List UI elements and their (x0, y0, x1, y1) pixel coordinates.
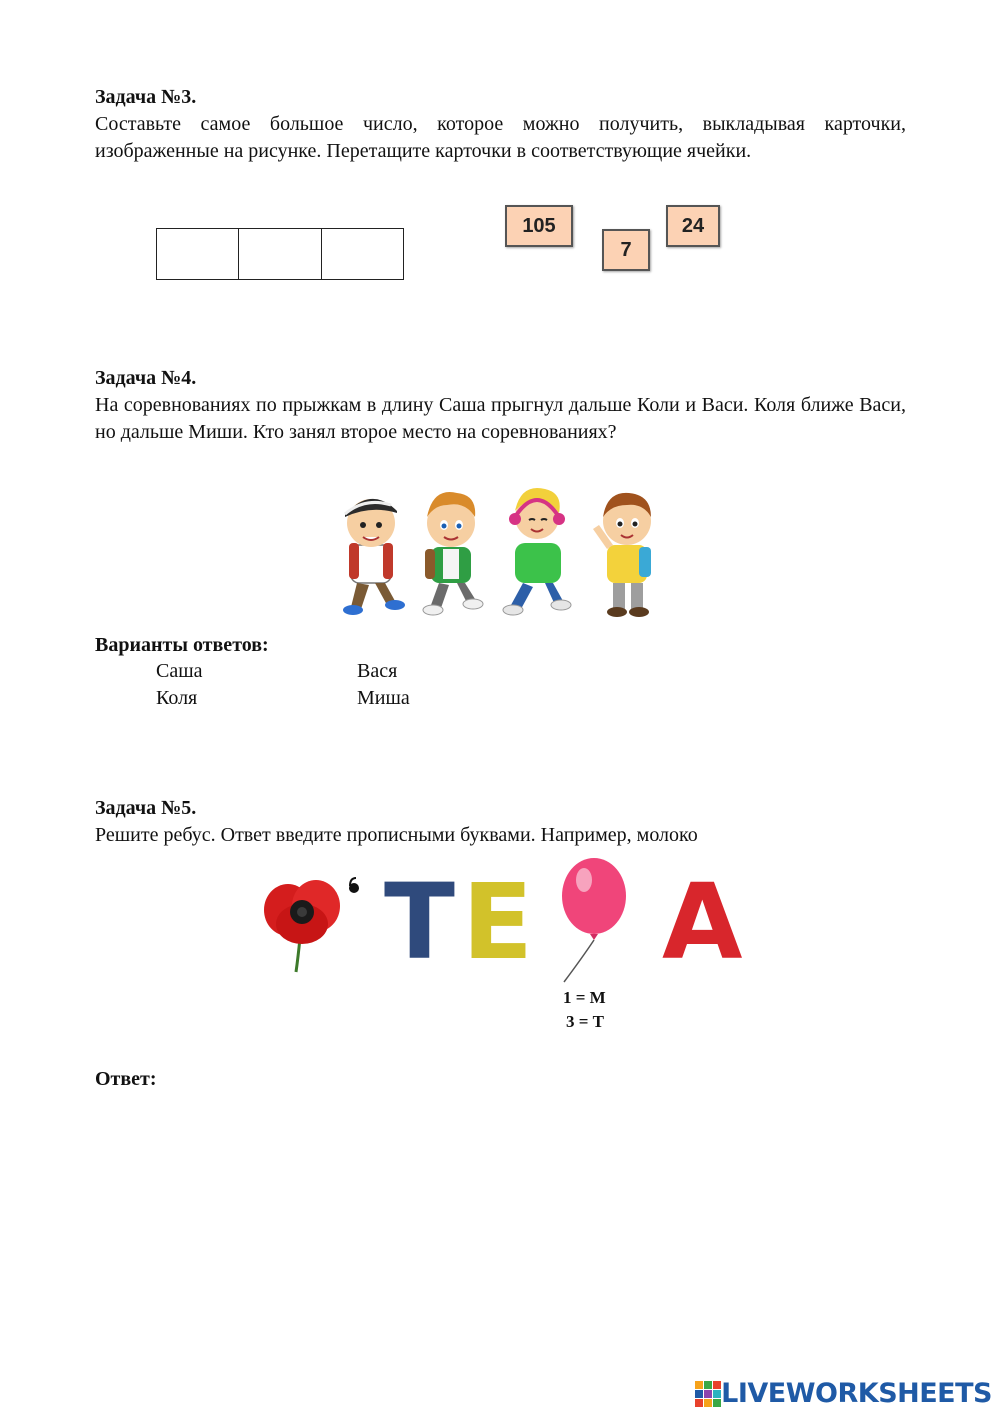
kid-3-figure (503, 488, 571, 615)
option-vasya[interactable]: Вася (357, 660, 398, 682)
card-24[interactable]: 24 (666, 205, 720, 247)
option-kolya[interactable]: Коля (156, 687, 198, 709)
kids-illustration (335, 483, 670, 623)
task5-title: Задача №5. (95, 797, 197, 819)
option-sasha[interactable]: Саша (156, 660, 203, 682)
rebus-note-2: 3 = Т (566, 1012, 605, 1031)
balloon-image (552, 858, 632, 993)
task3-title: Задача №3. (95, 86, 197, 108)
drop-slot-3[interactable] (322, 229, 403, 279)
answer-label: Ответ: (95, 1068, 157, 1090)
task5-text: Решите ребус. Ответ введите прописными буквами. Например, молоко (95, 824, 698, 846)
poppy-flower-image (258, 868, 358, 979)
rebus-letter-e: Е (462, 861, 534, 983)
option-misha[interactable]: Миша (357, 687, 410, 709)
drop-slot-2[interactable] (239, 229, 321, 279)
card-105[interactable]: 105 (505, 205, 573, 247)
comma-mark (346, 876, 360, 902)
kid-1-figure (343, 499, 405, 615)
task4-title: Задача №4. (95, 367, 197, 389)
rebus-letter-t: Т (384, 861, 455, 983)
task4-text: На соревнованиях по прыжкам в длину Саша прыгнул дальше Коли и Васи. Коля ближе Васи, но дальше Миши. Кто занял второе место на соревнованиях? (95, 394, 906, 443)
answer-slots (156, 228, 404, 280)
logo-text: LIVEWORKSHEETS (721, 1378, 992, 1409)
kid-2-figure (423, 492, 483, 615)
logo-grid-icon (695, 1381, 721, 1407)
options-title: Варианты ответов: (95, 634, 269, 656)
kid-4-figure (593, 493, 651, 617)
drop-slot-1[interactable] (157, 229, 239, 279)
rebus-letter-a: А (662, 861, 743, 983)
rebus-note-1: 1 = М (563, 988, 606, 1007)
task3-text: Составьте самое большое число, которое можно получить, выкладывая карточки, изображенные на рисунке. Перетащите карточки в соответствующие ячейки. (95, 113, 906, 162)
liveworksheets-logo (695, 1378, 992, 1409)
card-7[interactable]: 7 (602, 229, 650, 271)
